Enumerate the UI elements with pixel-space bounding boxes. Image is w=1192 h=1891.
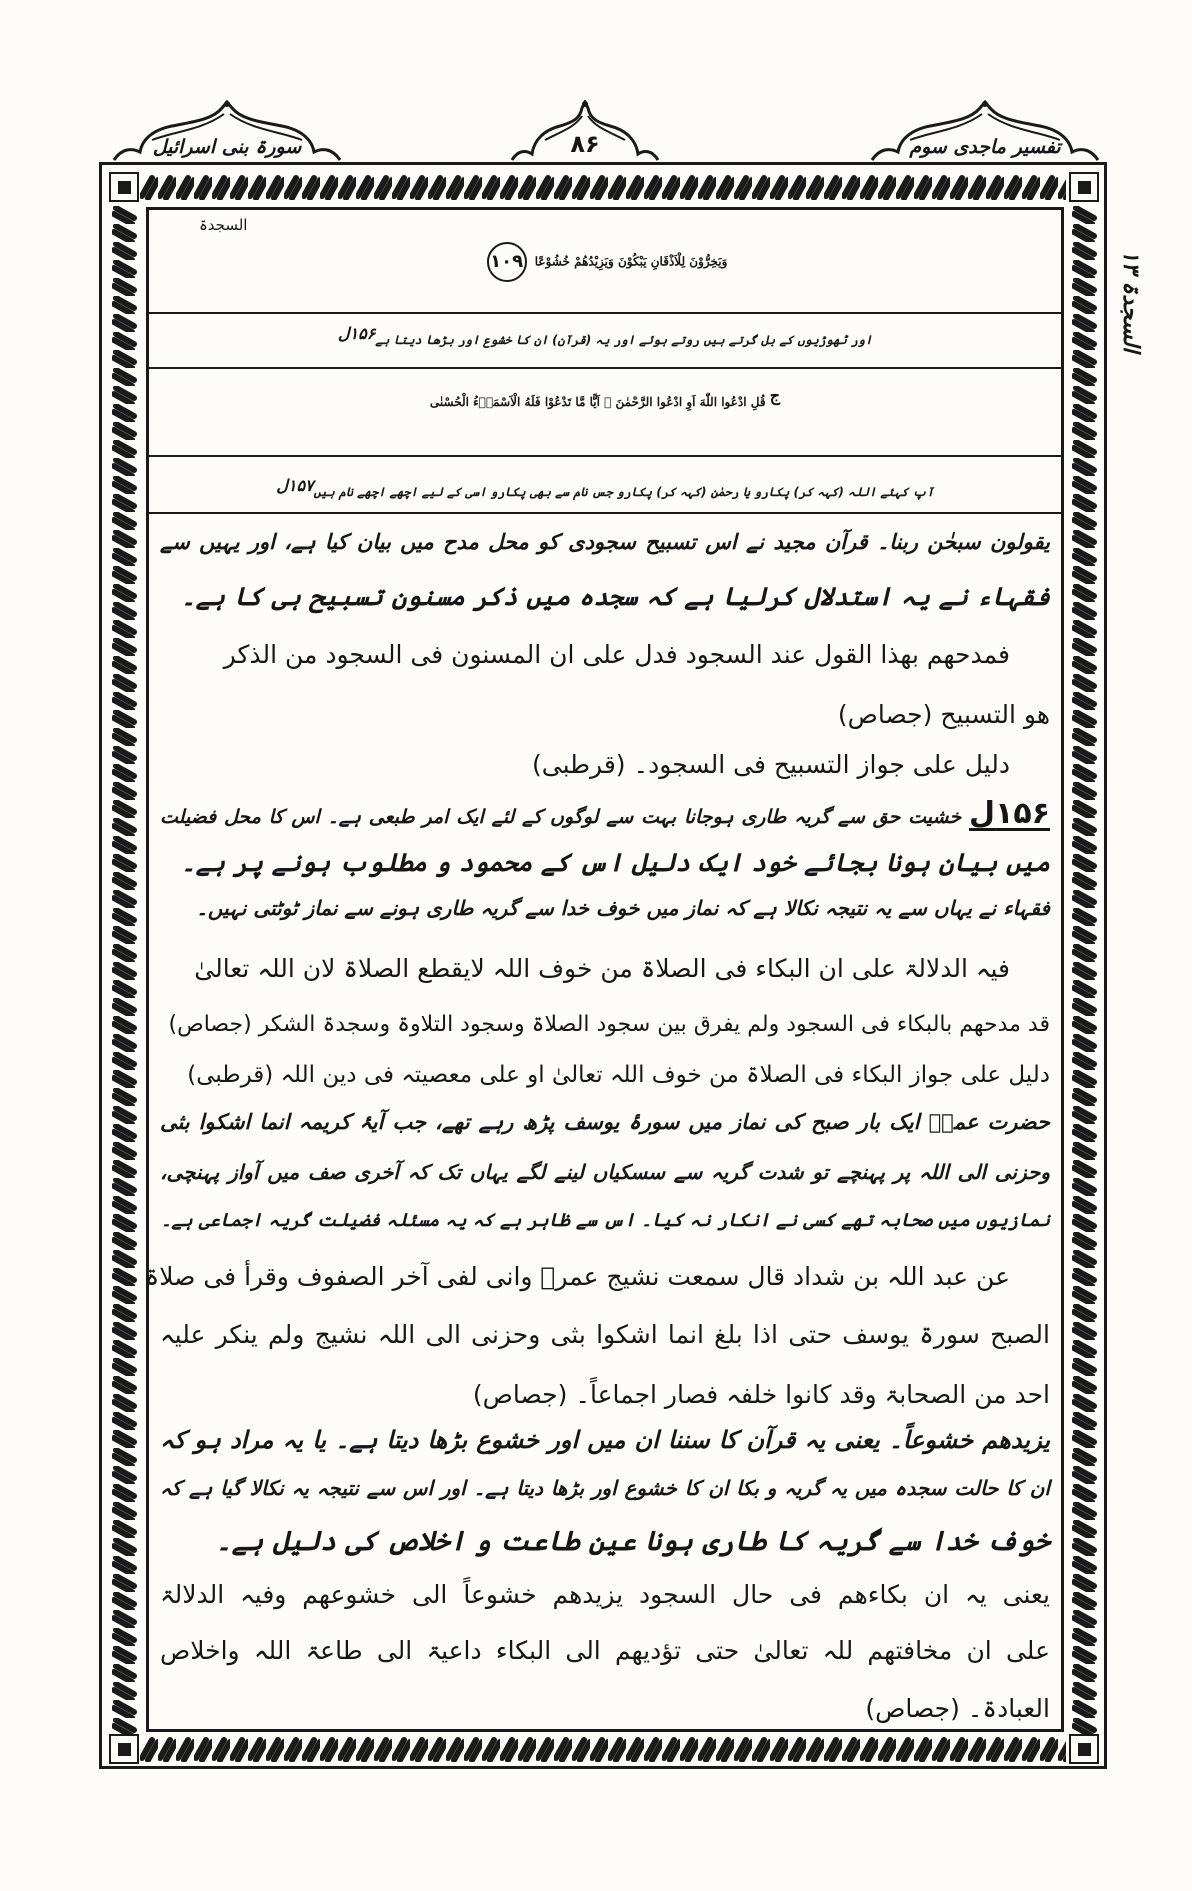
commentary-line: یزیدھم خشوعاً۔ یعنی یہ قرآن کا سننا ان میں اور خشوع بڑھا دیتا ہے۔ یا یہ مراد ہو کہ xyxy=(160,1426,1050,1454)
verse-text: قُلِ ادْعُوا اللّٰهَ اَوِ ادْعُوا الرَّحْمٰنَ ۭ اَيًّا مَّا تَدْعُوْا فَلَهُ الْاَسْمَاۗءُ الْحُسْنٰى xyxy=(429,395,766,409)
arabic-quote-line: فمدحھم بھذا القول عند السجود فدل علی ان المسنون فی السجود من الذکر xyxy=(223,640,1010,669)
arabic-quote-line: قد مدحھم بالبکاء فی السجود ولم یفرق بین سجود الصلاۃ وسجود التلاوۃ وسجدۃ الشکر (جصاص) xyxy=(168,1012,1050,1037)
footnote-ref: ۱۵۶ل xyxy=(337,324,376,343)
corner-ornament-icon xyxy=(109,172,139,202)
sajda-margin-note: السجدۃ ۱۳ xyxy=(1118,250,1143,353)
translation-text: آپ کہئے اللہ (کہہ کر) پکارو یا رحمٰن (کہہ کر) پکارو جس نام سے بھی پکارو اسی کے لیے اچھے اچھے نام ہیں xyxy=(313,485,934,499)
book-title: تفسیر ماجدی سوم xyxy=(909,136,1061,158)
arabic-quote-line: دلیل علی جواز البکاء فی الصلاۃ من خوف اللہ تعالیٰ او علی معصیتہ فی دین اللہ (قرطبی) xyxy=(187,1062,1050,1088)
verse-text: وَيَخِرُّوْنَ لِلْاَذْقَانِ يَبْكُوْنَ وَيَزِيْدُهُمْ خُشُوْعًا xyxy=(534,254,728,269)
translation-text: اور ٹھوڑیوں کے بل گرتے ہیں روتے ہوئے اور یہ (قرآن) ان کا خشوع اور بڑھا دیتا ہے xyxy=(375,333,873,347)
commentary-line: وحزنی الی اللہ پر پہنچے تو شدت گریہ سے سسکیاں لینے لگے یہاں تک کہ آخری صف میں آواز پہنچی، xyxy=(160,1160,1050,1184)
commentary-line: خوف خدا سے گریہ کا طاری ہونا عین طاعت و اخلاص کی دلیل ہے۔ xyxy=(215,1526,1050,1557)
surah-name: سورۃ بنی اسرائیل xyxy=(152,136,302,158)
commentary-line: نمازیوں میں صحابہ تھے کسی نے انکار نہ کیا۔ اس سے ظاہر ہے کہ یہ مسئلہ فضیلت گریہ اجماعی ہے۔ xyxy=(161,1210,1050,1231)
commentary-line: میں بیان ہونا بجائے خود ایک دلیل اس کے محمود و مطلوب ہونے پر ہے۔ xyxy=(181,848,1050,877)
commentary-body xyxy=(144,0,1050,1891)
sajda-label: السجدۃ xyxy=(199,216,248,234)
footnote-text: خشیت حق سے گریہ طاری ہوجانا بہت سے لوگوں کے لئے ایک امر طبعی ہے۔ اس کا محل فضیلت xyxy=(160,806,962,828)
arabic-quote-line: عن عبد اللہ بن شداد قال سمعت نشیج عمرؓ وانی لفی آخر الصفوف وقرأ فی صلاۃ xyxy=(144,1262,1010,1291)
arabic-quote-line: العبادۃ۔ (جصاص) xyxy=(865,1694,1050,1723)
right-rope-border-icon xyxy=(1072,206,1098,1734)
arabic-quote-line: یعنی یہ ان بکاءھم فی حال السجود یزیدھم خشوعاً الی خشوعھم وفیہ الدلالۃ xyxy=(160,1580,1050,1609)
footnote-number: ۱۵۶ل xyxy=(969,796,1050,831)
arabic-quote-line: ھو التسبیح (جصاص) xyxy=(837,700,1050,729)
arabic-quote-line: دلیل علی جواز التسبیح فی السجود۔ (قرطبی) xyxy=(532,750,1010,779)
commentary-line: حضرت عمرؓ ایک بار صبح کی نماز میں سورۂ یوسف پڑھ رہے تھے، جب آیۂ کریمہ انما اشکوا بثی xyxy=(160,1110,1050,1134)
arabic-quote-line: فیہ الدلالۃ علی ان البکاء فی الصلاۃ من خوف اللہ لایقطع الصلاۃ لان اللہ تعالیٰ xyxy=(194,954,1010,983)
left-rope-border-icon xyxy=(112,206,138,1734)
corner-ornament-icon xyxy=(1069,172,1099,202)
footnote-ref: ۱۵۷ل xyxy=(276,476,314,495)
arabic-quote-line: علی ان مخافتھم للہ تعالیٰ حتی تؤدیھم الی البکاء داعیۃ الی طاعۃ اللہ واخلاص xyxy=(160,1636,1050,1665)
arabic-quote-line: احد من الصحابۃ وقد کانوا خلفہ فصار اجماعاً۔ (جصاص) xyxy=(472,1380,1050,1409)
commentary-line: فقہاء نے یہاں سے یہ نتیجہ نکالا ہے کہ نماز میں خوف خدا سے گریہ طاری ہونے سے نماز ٹوٹتی نہیں۔ xyxy=(196,896,1050,920)
waqf-mark: ج xyxy=(769,386,781,405)
ayah-number-marker: ۱۰۹ xyxy=(487,242,527,282)
page-number: ۸۶ xyxy=(570,130,600,158)
corner-ornament-icon xyxy=(109,1734,139,1764)
commentary-line: فقہاء نے یہ استدلال کرلیا ہے کہ سجدہ میں ذکر مسنون تسبیح ہی کا ہے۔ xyxy=(181,582,1050,611)
arabic-quote-line: الصبح سورۃ یوسف حتی اذا بلغ انما اشکوا بثی وحزنی الی اللہ نشیج ولم ینکر علیہ xyxy=(160,1320,1050,1349)
commentary-line: ان کا حالت سجدہ میں یہ گریہ و بکا ان کا خشوع اور بڑھا دیتا ہے۔ اور اس سے نتیجہ یہ نکالا گیا ہے کہ xyxy=(160,1476,1050,1500)
footnote-156-line xyxy=(160,796,1050,832)
commentary-line: یقولون سبحٰن ربنا۔ قرآن مجید نے اس تسبیح سجودی کو محل مدح میں بیان کیا ہے، اور یہیں سے xyxy=(160,530,1050,554)
corner-ornament-icon xyxy=(1069,1734,1099,1764)
